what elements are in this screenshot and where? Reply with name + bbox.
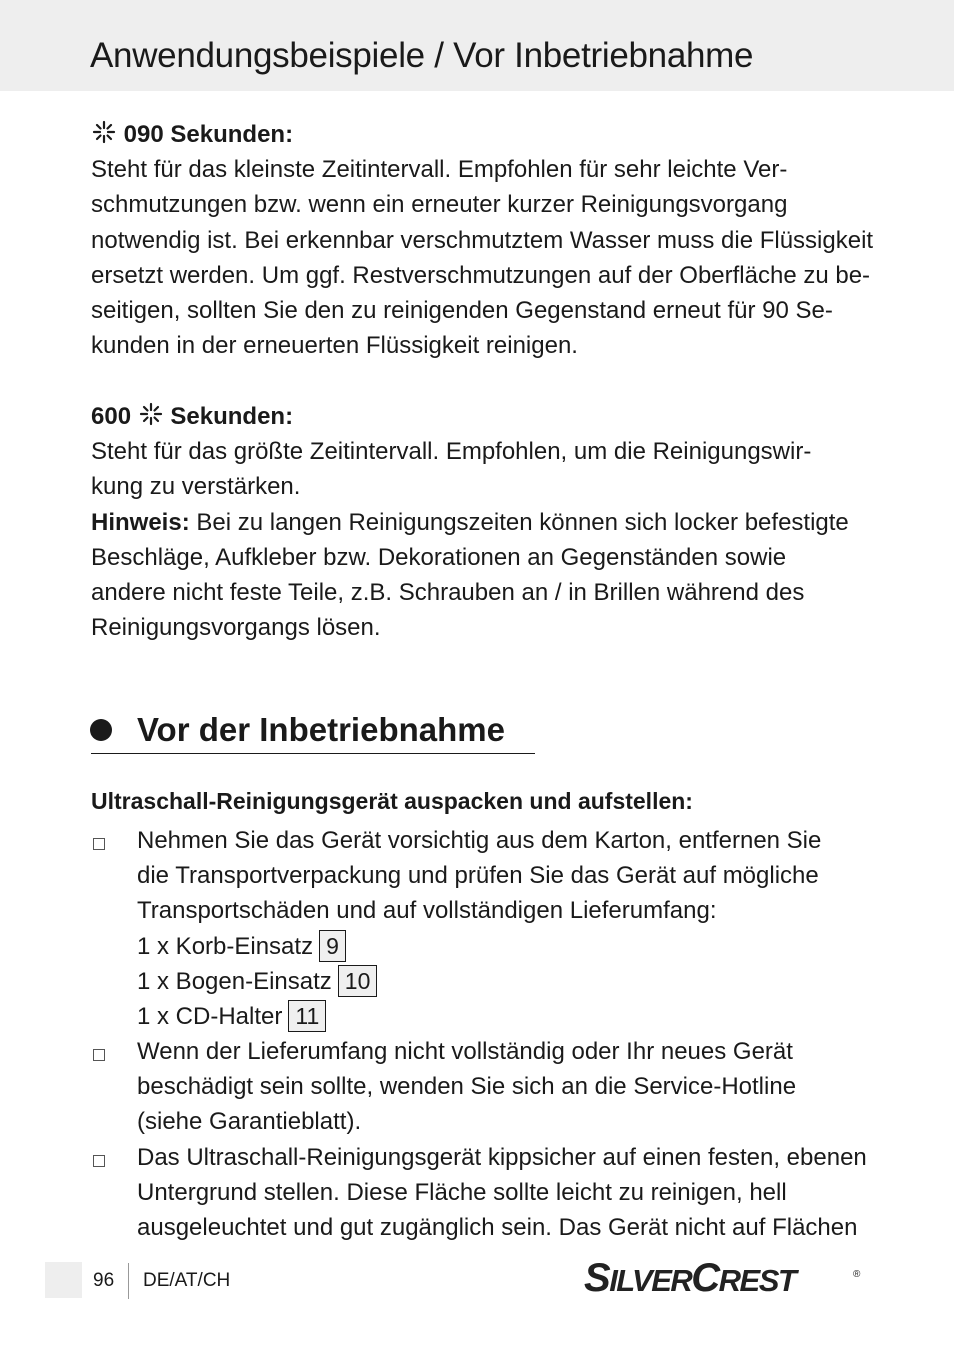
part-text: 1 x Korb-Einsatz — [137, 932, 314, 960]
body-line: Steht für das größte Zeitintervall. Empfohlen, um die Reinigungswir- — [91, 438, 812, 466]
body-line: Reinigungsvorgangs lösen. — [91, 614, 381, 642]
item-line: Untergrund stellen. Diese Fläche sollte leicht zu reinigen, hell — [137, 1179, 787, 1207]
sparkle-icon — [91, 119, 117, 145]
checkbox-icon — [93, 838, 105, 850]
interval-heading — [91, 117, 871, 152]
brand-letter: S — [584, 1256, 610, 1300]
interval-heading-text: 090 Sekunden: — [123, 121, 294, 148]
interval-heading-text: Sekunden: — [170, 403, 294, 430]
section-title: Vor der Inbetriebnahme — [137, 711, 505, 748]
body-line: kung zu verstärken. — [91, 473, 301, 501]
sparkle-icon — [138, 401, 164, 427]
registered-mark: ® — [853, 1269, 861, 1280]
list-item — [137, 1034, 877, 1140]
body-line: Steht für das kleinste Zeitintervall. Empfohlen für sehr leichte Ver- — [91, 156, 788, 184]
brand-logo — [584, 1256, 795, 1301]
body-line: schmutzungen bzw. wenn ein erneuter kurzer Reinigungsvorgang — [91, 191, 788, 219]
note-label: Hinweis: — [91, 508, 190, 536]
section-underline — [91, 753, 535, 754]
interval-heading — [91, 399, 871, 434]
interval-600 — [91, 399, 871, 645]
part-line — [137, 999, 877, 1034]
brand-letter: C — [691, 1256, 719, 1300]
item-line: (siehe Garantieblatt). — [137, 1108, 362, 1136]
footer-marker — [45, 1262, 82, 1298]
section-bullet-icon — [90, 719, 112, 741]
footer-divider — [128, 1263, 129, 1299]
body-line: seitigen, sollten Sie den zu reinigenden Gegenstand erneut für 90 Se- — [91, 297, 833, 325]
interval-heading-number: 600 — [91, 403, 132, 430]
interval-090 — [91, 117, 874, 363]
body-line: andere nicht feste Teile, z.B. Schrauben an / in Brillen während des — [91, 579, 805, 607]
page-number: 96 — [93, 1270, 115, 1291]
body-line: kunden in der erneuerten Flüssigkeit reinigen. — [91, 332, 578, 360]
checkbox-icon — [93, 1155, 105, 1167]
reference-number: 10 — [338, 965, 378, 997]
page-title: Anwendungsbeispiele / Vor Inbetriebnahme — [90, 36, 754, 75]
body-line: ersetzt werden. Um ggf. Restverschmutzungen auf der Oberfläche zu be- — [91, 261, 871, 289]
reference-number: 11 — [288, 1000, 326, 1032]
note-first-line — [91, 505, 871, 540]
item-line: die Transportverpackung und prüfen Sie das Gerät auf mögliche — [137, 862, 819, 890]
body-line: Beschläge, Aufkleber bzw. Dekorationen an Gegenständen sowie — [91, 543, 787, 571]
part-text: 1 x Bogen-Einsatz — [137, 967, 332, 995]
list-item — [137, 1140, 877, 1246]
subheading: Ultraschall-Reinigungsgerät auspacken und aufstellen: — [91, 788, 693, 814]
list-item — [137, 823, 877, 1034]
item-line: ausgeleuchtet und gut zugänglich sein. Das Gerät nicht auf Flächen — [137, 1214, 858, 1242]
checkbox-icon — [93, 1049, 105, 1061]
body-line: notwendig ist. Bei erkennbar verschmutztem Wasser muss die Flüssigkeit — [91, 226, 874, 254]
part-line — [137, 964, 877, 999]
brand-letters: ILVER — [609, 1263, 692, 1298]
brand-letters: REST — [718, 1263, 796, 1298]
part-text: 1 x CD-Halter — [137, 1003, 283, 1031]
part-line — [137, 929, 877, 964]
item-line: beschädigt sein sollte, wenden Sie sich an die Service-Hotline — [137, 1073, 797, 1101]
locale-label: DE/AT/CH — [143, 1270, 231, 1291]
item-line: Transportschäden und auf vollständigen Lieferumfang: — [137, 897, 717, 925]
reference-number: 9 — [319, 930, 346, 962]
item-line: Wenn der Lieferumfang nicht vollständig oder Ihr neues Gerät — [137, 1038, 793, 1065]
item-line: Nehmen Sie das Gerät vorsichtig aus dem Karton, entfernen Sie — [137, 827, 822, 854]
item-line: Das Ultraschall-Reinigungsgerät kippsicher auf einen festen, ebenen — [137, 1144, 867, 1171]
note-text: Bei zu langen Reinigungszeiten können sich locker befestigte — [196, 508, 849, 536]
